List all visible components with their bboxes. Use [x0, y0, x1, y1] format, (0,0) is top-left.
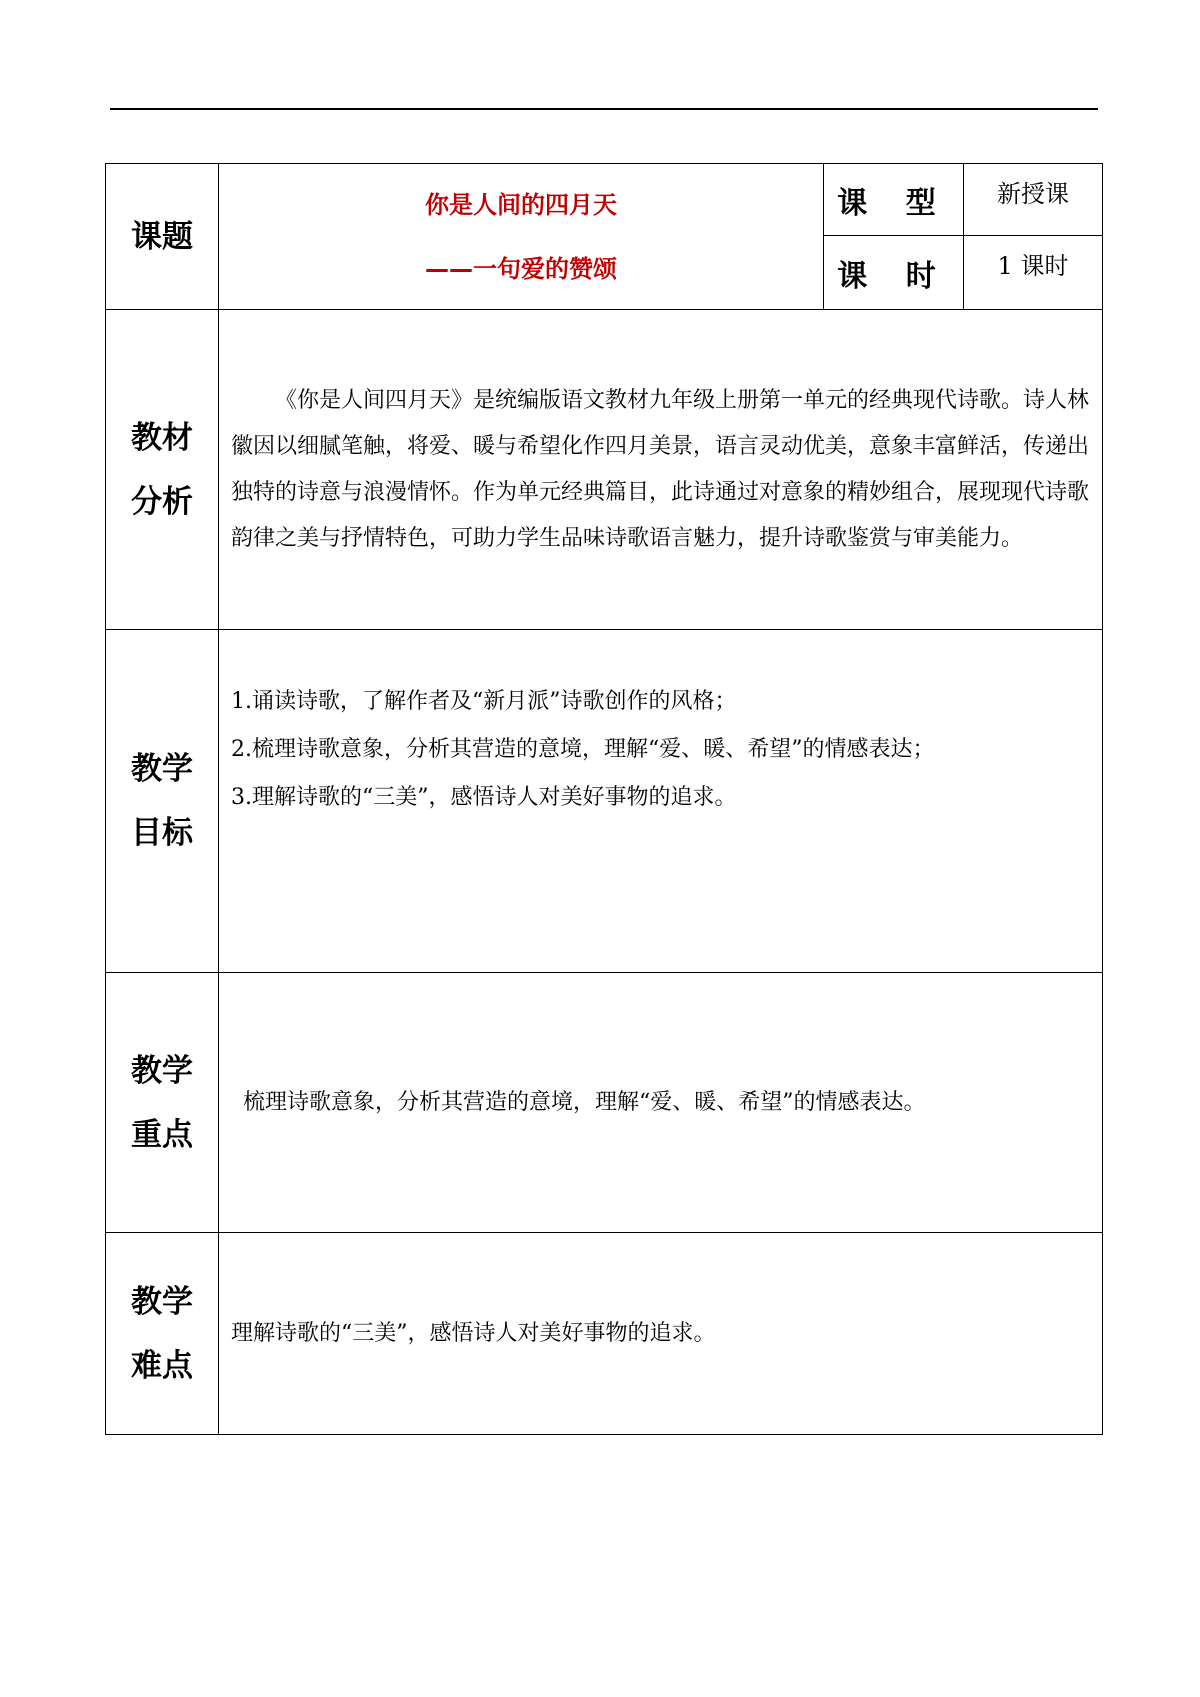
hours-value: 1 课时: [997, 252, 1069, 280]
hours-label-cell: [824, 236, 964, 310]
difficulties-label-cell: [106, 1233, 219, 1435]
type-value-cell: [964, 164, 1103, 236]
lesson-subtitle: ——一句爱的赞颂: [425, 254, 617, 283]
hours-label: 课 时: [837, 258, 950, 294]
objectives-row: [106, 630, 1103, 973]
objective-item: 2.梳理诗歌意象，分析其营造的意境，理解“爱、暖、希望”的情感表达；: [231, 737, 935, 762]
hours-value-cell: [964, 236, 1103, 310]
difficulties-label-line1: 教学: [131, 1283, 193, 1320]
type-label-cell: [824, 164, 964, 236]
key-points-row: [106, 973, 1103, 1233]
analysis-label-line1: 教材: [131, 419, 193, 456]
objective-item: 1.诵读诗歌，了解作者及“新月派”诗歌创作的风格；: [231, 689, 737, 714]
topic-label-cell: [106, 164, 219, 310]
difficulties-content-cell: [219, 1233, 1103, 1435]
analysis-label-cell: [106, 310, 219, 630]
key-points-label-cell: [106, 973, 219, 1233]
key-points-content-cell: [219, 973, 1103, 1233]
key-points-text: 梳理诗歌意象，分析其营造的意境，理解“爱、暖、希望”的情感表达。: [243, 1089, 926, 1115]
objective-item: 3.理解诗歌的“三美”，感悟诗人对美好事物的追求。: [231, 785, 737, 810]
lesson-plan-table: [105, 163, 1103, 1435]
lesson-title-cell: [219, 164, 824, 310]
key-points-label-line2: 重点: [131, 1116, 193, 1153]
objectives-content-cell: [219, 630, 1103, 973]
analysis-label-line2: 分析: [131, 483, 193, 520]
analysis-content-cell: [219, 310, 1103, 630]
type-label: 课 型: [837, 185, 950, 221]
objectives-label-line2: 目标: [131, 815, 193, 851]
difficulties-text: 理解诗歌的“三美”，感悟诗人对美好事物的追求。: [231, 1320, 716, 1346]
analysis-row: [106, 310, 1103, 630]
analysis-text: 《你是人间四月天》是统编版语文教材九年级上册第一单元的经典现代诗歌。诗人林徽因以细腻笔触，将爱、暖与希望化作四月美景，语言灵动优美，意象丰富鲜活，传递出独特的诗意与浪漫情怀。作为单元经典篇目，此诗通过对意象的精妙组合，展现现代诗歌韵律之美与抒情特色，可助力学生品味诗歌语言魅力，提升诗歌鉴赏与审美能力。: [231, 387, 1090, 551]
objectives-label-line1: 教学: [131, 751, 193, 787]
type-value: 新授课: [997, 180, 1069, 208]
key-points-label-line1: 教学: [131, 1052, 193, 1089]
topic-label: 课题: [131, 218, 193, 255]
difficulties-row: [106, 1233, 1103, 1435]
difficulties-label-line2: 难点: [131, 1347, 193, 1384]
lesson-title: 你是人间的四月天: [425, 190, 617, 219]
header-rule: [110, 108, 1098, 110]
objectives-label-cell: [106, 630, 219, 973]
title-row: [106, 164, 1103, 236]
